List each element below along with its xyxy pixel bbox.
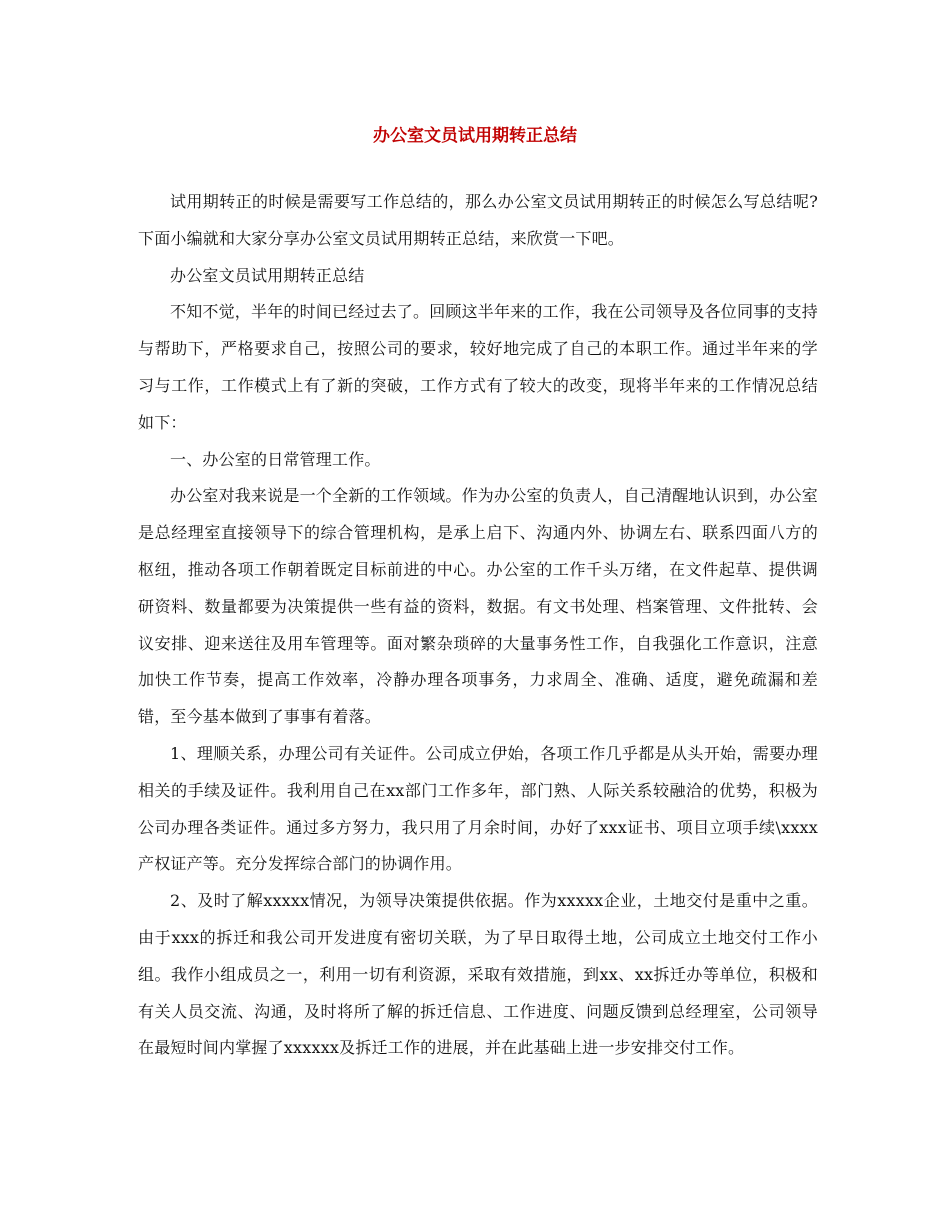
paragraph-subtitle: 办公室文员试用期转正总结: [170, 265, 365, 285]
paragraph-item-1: 1、理顺关系，办理公司有关证件。公司成立伊始，各项工作几乎都是从头开始，需要办理相关的手续及证件。我利用自己在xx部门工作多年，部门熟、人际关系较融洽的优势，积极为公司办理各类证件。通过多方努力，我只用了月余时间，办好了xxx证书、项目立项手续\xxxx产权证产等。充分发挥综合部门的协调作用。: [138, 743, 818, 874]
paragraph-office-role: 办公室对我来说是一个全新的工作领域。作为办公室的负责人，自己清醒地认识到，办公室是总经理室直接领导下的综合管理机构，是承上启下、沟通内外、协调左右、联系四面八方的枢纽，推动各项工作朝着既定目标前进的中心。办公室的工作千头万绪，在文件起草、提供调研资料、数量都要为决策提供一些有益的资料，数据。有文书处理、档案管理、文件批转、会议安排、迎来送往及用车管理等。面对繁杂琐碎的大量事务性工作，自我强化工作意识，注意加快工作节奏，提高工作效率，冷静办理各项事务，力求周全、准确、适度，避免疏漏和差错，至今基本做到了事事有着落。: [138, 486, 819, 727]
section-heading-1: 一、办公室的日常管理工作。: [170, 449, 381, 469]
document-title: 办公室文员试用期转正总结: [373, 126, 577, 146]
document-body: [138, 184, 818, 1067]
paragraph-opening: 不知不觉，半年的时间已经过去了。回顾这半年来的工作，我在公司领导及各位同事的支持与帮助下，严格要求自己，按照公司的要求，较好地完成了自己的本职工作。通过半年来的学习与工作，工作模式上有了新的突破，工作方式有了较大的改变，现将半年来的工作情况总结如下：: [138, 302, 819, 432]
paragraph-item-2: 2、及时了解xxxxx情况，为领导决策提供依据。作为xxxxx企业，土地交付是重中之重。由于xxx的拆迁和我公司开发进度有密切关联，为了早日取得土地，公司成立土地交付工作小组。我作小组成员之一，利用一切有利资源，采取有效措施，到xx、xx拆迁办等单位，积极和有关人员交流、沟通，及时将所了解的拆迁信息、工作进度、问题反馈到总经理室，公司领导在最短时间内掌握了xxxxxx及拆迁工作的进展，并在此基础上进一步安排交付工作。: [138, 891, 818, 1058]
paragraph-intro: 试用期转正的时候是需要写工作总结的，那么办公室文员试用期转正的时候怎么写总结呢?下面小编就和大家分享办公室文员试用期转正总结，来欣赏一下吧。: [138, 192, 818, 248]
